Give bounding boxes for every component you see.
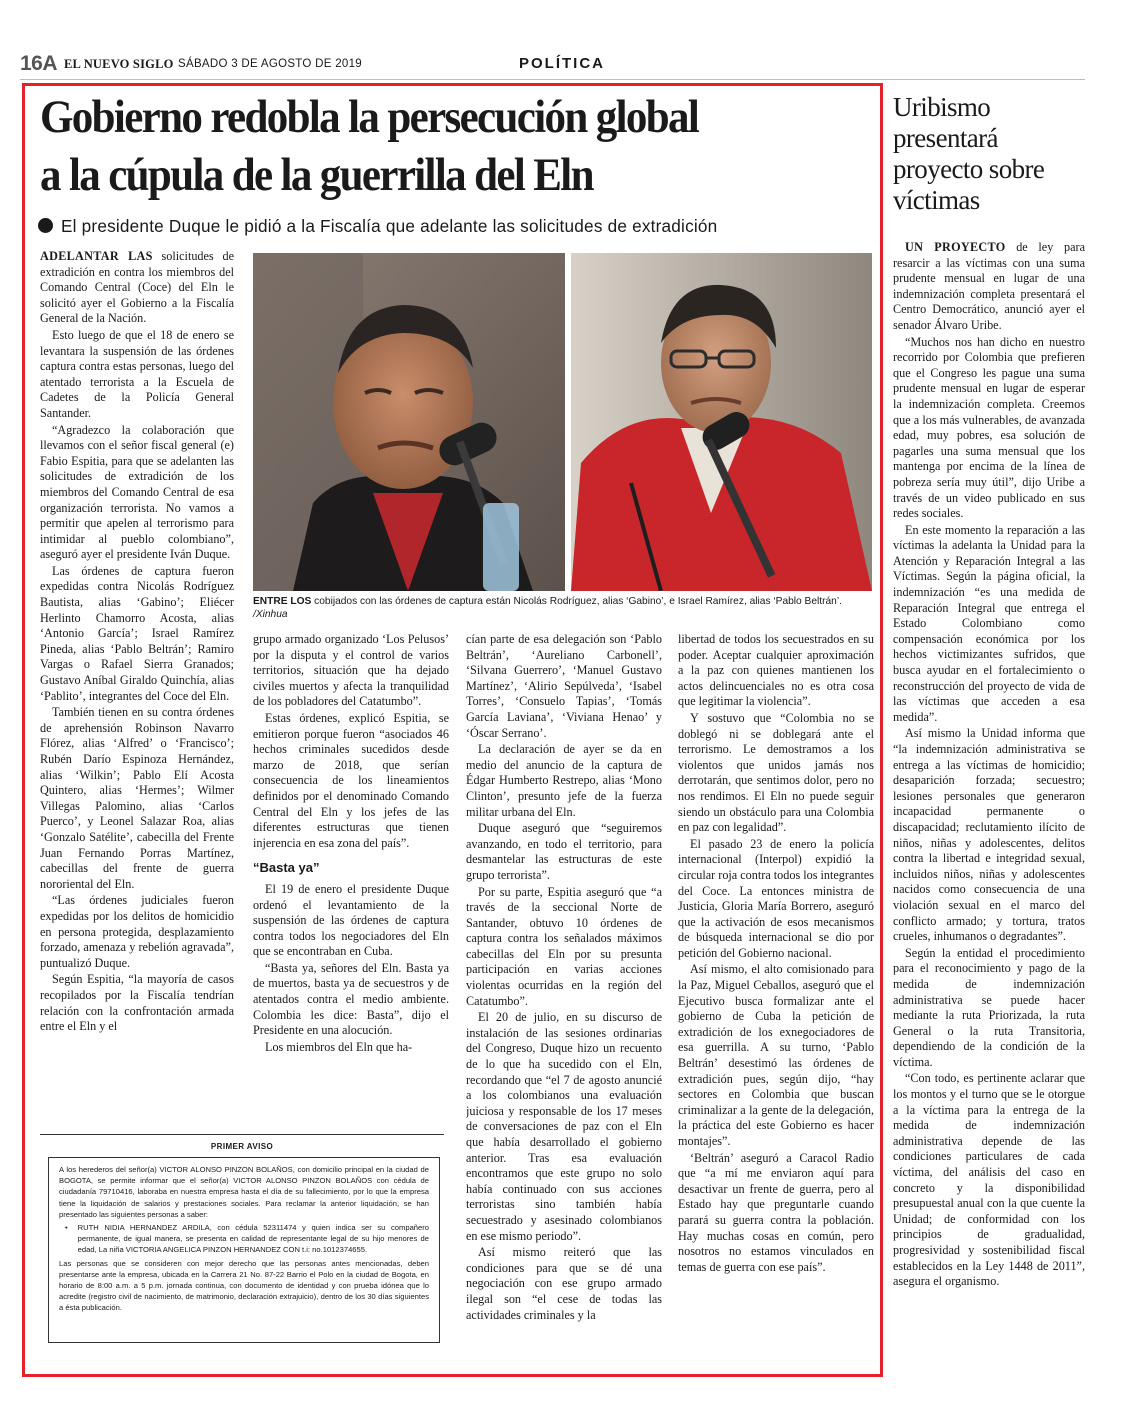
article-paragraph: “Con todo, es pertinente aclarar que los montos y el turno que se le otorgue a la víctima para la entrega de la medida de indemnización administrativa depende de las condiciones particulares de cada víctima, del análisis del caso en concreto y la disponibilidad presupuestal anual con la que cuente la Unidad; de conformidad con los principios de gradualidad, progresividad y sostenibilidad fiscal establecidos en la Ley 1448 de 2011”, asegura el organismo. bbox=[893, 1071, 1085, 1289]
notice-closing: Las personas que se consideren con mejor derecho que las personas antes mencionadas, deben presentarse ante la empresa, ubicada en la Carrera 21 No. 87-22 Barrio el Polo en la ciudad de Bogota, en horario de 8:00 a.m. a 5 p.m. jornada continua, con documento de identidad y con prueba idónea que lo acredite (registro civil de nacimiento, de matrimonio, declaración extrajuicio), dentro de los 30 días siguientes a ésta publicación. bbox=[59, 1258, 429, 1313]
section-name: POLÍTICA bbox=[519, 55, 605, 72]
bullet-icon: • bbox=[65, 1223, 68, 1233]
article-paragraph: Las órdenes de captura fueron expedidas contra Nicolás Rodríguez Bautista, alias ‘Gabino’; Eliécer Herlinto Chamorro Acosta, alias ‘Antonio García’; Israel Ramírez Pineda, alias ‘Pablo Beltrán’; Ramiro Vargas o Rafael Sierra Granados; Gustavo Aníbal Giraldo Quinchía, alias ‘Pablito’, integrantes del Coce del Eln. bbox=[40, 563, 234, 703]
article-paragraph: Según Espitia, “la mayoría de casos recopilados por la Fiscalía tendrían relación con la confrontación armada entre el Eln y el bbox=[40, 972, 234, 1034]
article-paragraph: Por su parte, Espitia aseguró que “a través de la seccional Norte de Santander, obtuvo 10 órdenes de captura contra los señalados máximos cabecillas del Eln por su presunta participación en varias acciones violentas ocurridas en la región del Catatumbo”. bbox=[466, 884, 662, 1008]
bullet-icon bbox=[38, 218, 53, 233]
subsection-heading: “Basta ya” bbox=[253, 860, 320, 876]
photo-pablo-beltran bbox=[571, 253, 872, 591]
legal-notice bbox=[40, 1134, 444, 1348]
article-column-1 bbox=[40, 249, 234, 1129]
article-paragraph: La declaración de ayer se da en medio del anuncio de la captura de Édgar Humberto Restrepo, alias ‘Mono Clinton’, presunto jefe de la fuerza militar urbana del Eln. bbox=[466, 742, 662, 819]
article-paragraph: Así mismo, el alto comisionado para la Paz, Miguel Ceballos, aseguró que el Ejecutivo busca formalizar ante el gobierno de Cuba la petición de extradición de los exnegociadores de esa guerrilla. A su turno, ‘Pablo Beltrán’ desestimó las órdenes de extradición pues, según dijo, “hay sectores en Colombia que buscan criminalizar a la gente de la delegación, la práctica del este Gobierno es hacer montajes”. bbox=[678, 962, 874, 1148]
article-paragraph: Así mismo la Unidad informa que “la indemnización administrativa se entrega a las víctimas de homicidio; desaparición forzada; secuestro; lesiones personales que generaron incapacidad permanente o discapacidad; reclutamiento ilícito de niños, niñas y adolescentes, delitos contra la libertad e integridad sexual, incluidos niños, niñas y adolescentes nacidos como consecuencia de una violación sexual en el marco del conflicto armado; y tortura, tratos crueles, inhumanos o degradantes”. bbox=[893, 726, 1085, 944]
photo-gabino-image bbox=[253, 253, 565, 591]
caption-text: cobijados con las órdenes de captura están Nicolás Rodríguez, alias ‘Gabino’, e Israel Ramírez, alias ‘Pablo Beltrán’. bbox=[311, 596, 842, 607]
sidebar-column bbox=[893, 240, 1085, 1380]
article-paragraph: También tienen en su contra órdenes de aprehensión Robinson Navarro Flórez, alias ‘Alfred’ o ‘Francisco’; Rubén Darío Espinoza Hernández, alias ‘Wilkin’; Pablo Elí Acosta Quintero, alias ‘Hermes’; Wilmer Villegas Palomino, alias ‘Carlos Puerco’, y Leonel Salazar Roa, alias ‘Gonzalo Satélite’, cabecilla del Frente Juan Fernando Porras Martínez, cabecillas del frente de guerra nororiental del Eln. bbox=[40, 705, 234, 891]
headline-line-2: a la cúpula de la guerrilla del Eln bbox=[40, 149, 593, 201]
article-paragraph: Esto luego de que el 18 de enero se levantara la suspensión de las órdenes captura contra estas personas, luego del atentado terrorista a la Escuela de Cadetes de la Policía General Santander. bbox=[40, 327, 234, 420]
article-paragraph: El 20 de julio, en su discurso de instalación de las sesiones ordinarias del Congreso, Duque hizo un recuento de lo que ha sucedido con el Eln, recordando que “el 7 de agosto anuncié a los colombianos una evaluación juiciosa y responsable de los 17 meses de conversaciones de paz con el Eln que había desarrollado el gobierno anterior. Tras esa evaluación encontramos que este grupo no solo había continuado con sus acciones terroristas sino también había secuestrado y asesinado colombianos en ese mismo periodo”. bbox=[466, 1010, 662, 1243]
notice-title: PRIMER AVISO bbox=[210, 1142, 274, 1151]
article-paragraph: “Agradezco la colaboración que llevamos con el señor fiscal general (e) Fabio Espitia, para que se adelanten las solicitudes de extradición de los miembros del Comando Central de esa organización terrorista. No vamos a permitir que apelen al terrorismo para intimidar al pueblo colombiano”, aseguró ayer el presidente Iván Duque. bbox=[40, 422, 234, 562]
photo-pablo-beltran-image bbox=[571, 253, 872, 591]
caption-lead: ENTRE LOS bbox=[253, 596, 312, 607]
headline-line-1: Gobierno redobla la persecución global bbox=[40, 91, 699, 143]
article-paragraph: ‘Beltrán’ aseguró a Caracol Radio que “a mí me enviaron aquí para desactivar un frente de guerra, pero al Estado hay que preguntarle cuando parará su guerra contra la población. Hay muchas cosas en común, pero nosotros no estamos vinculados en temas de guerra con ese país”. bbox=[678, 1150, 874, 1274]
page-number: 16A bbox=[20, 52, 58, 75]
masthead bbox=[20, 50, 1085, 80]
subheadline-text: El presidente Duque le pidió a la Fiscalía que adelante las solicitudes de extradición bbox=[61, 216, 718, 236]
notice-claimant: RUTH NIDIA HERNANDEZ ARDILA, con cédula 52311474 y quien indica ser su compañero permanente, de igual manera, se presenta en calidad de representante legal de su hijo menores de edad, La niña VICTORIA ANGELICA PINZON HERNANDEZ CON t.i: no.1012374655. bbox=[77, 1223, 429, 1255]
sidebar-lead-in: UN PROYECTO bbox=[905, 240, 1006, 254]
notice-body bbox=[48, 1157, 440, 1343]
article-paragraph: Los miembros del Eln que ha- bbox=[265, 1039, 413, 1054]
main-headline bbox=[40, 88, 809, 204]
article-column-2 bbox=[253, 632, 449, 1122]
article-column-3 bbox=[466, 632, 662, 1372]
photo-caption bbox=[253, 596, 873, 621]
publication-date: SÁBADO 3 DE AGOSTO DE 2019 bbox=[178, 58, 362, 70]
article-paragraph: grupo armado organizado ‘Los Pelusos’ por la disputa y el control de varios territorios, situación que ha dejado civiles muertos y afecta la tranquilidad de los pobladores del Catatumbo”. bbox=[253, 632, 449, 709]
article-paragraph: Y sostuvo que “Colombia no se doblegó ni se doblegará ante el terrorismo. Le demostramos a los violentos que unidos jamás nos derrotarán, que sentimos dolor, pero no nos rendimos. El Eln no puede seguir siendo un obstáculo para una Colombia en paz con legalidad”. bbox=[678, 710, 874, 835]
article-paragraph: “Basta ya, señores del Eln. Basta ya de muertos, basta ya de secuestros y de atentados contra el medio ambiente. Colombia les dice: Basta”, dijo el Presidente en una alocución. bbox=[253, 960, 449, 1038]
article-paragraph: El 19 de enero el presidente Duque ordenó el levantamiento de la suspensión de las órdenes de captura contra todos los negociadores del Eln que se encontraban en Cuba. bbox=[253, 881, 449, 959]
article-paragraph: libertad de todos los secuestrados en su poder. Aceptar cualquier aproximación a la paz con quienes mantienen los actos delincuenciales no es otra cosa que legitimar la violencia”. bbox=[678, 632, 874, 709]
article-paragraph: cían parte de esa delegación son ‘Pablo Beltrán’, ‘Aureliano Carbonell’, ‘Silvana Guerrero’, ‘Manuel Gustavo Martínez’, ‘Alirio Sepúlveda’, ‘Isabel Torres’, ‘Consuelo Tapias’, ‘Tomás García Laviana’, ‘Viviana Henao’ y ‘Óscar Serrano’. bbox=[466, 632, 662, 740]
article-column-4 bbox=[678, 632, 874, 1372]
notice-claimant-item bbox=[65, 1222, 429, 1256]
photo-strip bbox=[253, 253, 872, 591]
notice-intro: A los herederos del señor(a) VICTOR ALONSO PINZON BOLAÑOS, con domicilio principal en la ciudad de BOGOTA, se permite informar que el señor(a) VICTOR ALONSO PINZON BOLAÑOS con cédula de ciudadanía 79710416, laboraba en nuestra empresa hasta el día de su fallecimiento, por lo que la empresa tiene la liquidación de salarios y prestaciones sociales. Para reclamar la anterior liquidación, se han presentado las siguientes personas a saber: bbox=[59, 1165, 429, 1219]
article-paragraph: Según la entidad el procedimiento para el reconocimiento y pago de la medida de indemnización administrativa se puede hacer mediante la ruta Priorizada, la ruta General o la ruta Transitoria, dependiendo de la condición de la víctima. bbox=[893, 945, 1085, 1069]
article-paragraph: Así mismo reiteró que las condiciones para que se dé una negociación con ese grupo armado ilegal son “el cese de todas las actividades criminales y la bbox=[466, 1245, 662, 1322]
photo-gabino bbox=[253, 253, 565, 591]
article-paragraph: Duque aseguró que “seguiremos avanzando, en todo el territorio, para desmantelar las estructuras de este grupo terrorista”. bbox=[466, 821, 662, 882]
article-paragraph: Estas órdenes, explicó Espitia, se emitieron porque fueron “asociados 46 hechos criminales sucedidos desde marzo de 2018, que serían consecuencia de los lineamientos definidos por el denominado Comando Central del Eln y los jefes de las diferentes estructuras que tienen injerencia en esa zona del país”. bbox=[253, 710, 449, 850]
article-paragraph: “Muchos nos han dicho en nuestro recorrido por Colombia que prefieren que el Congreso les pague una suma prudente mensual en lugar de esperar la indemnización completa. Creemos que a los más vulnerables, de avanzada edad, muy pobres, esa solución de pagarles una suma mensual que los mantenga por encima de la línea de pobreza sería muy útil”, dijo Uribe a través de un video publicado en sus redes sociales. bbox=[893, 334, 1085, 521]
article-paragraph: UN PROYECTO de ley para resarcir a las víctimas con una suma prudente mensual en lugar de una indemnización completa presentará el Centro Democrático, anunció ayer el senador Álvaro Uribe. bbox=[893, 240, 1085, 332]
caption-credit: /Xinhua bbox=[253, 608, 288, 620]
newspaper-name: EL NUEVO SIGLO bbox=[64, 57, 174, 71]
article-paragraph: “Las órdenes judiciales fueron expedidas por los delitos de homicidio en persona protegida, desplazamiento forzado, amenaza y rebelión agravada”, puntualizó Duque. bbox=[40, 893, 234, 970]
subheadline bbox=[38, 216, 878, 237]
lead-in: ADELANTAR LAS bbox=[40, 249, 153, 263]
article-paragraph: ADELANTAR LAS solicitudes de extradición en contra los miembros del Comando Central (Coce) del Eln le solicitó ayer el Gobierno a la Fiscalía General de la Nación. bbox=[40, 249, 234, 326]
sidebar-headline: Uribismo presentará proyecto sobre víctimas bbox=[893, 92, 1045, 215]
article-paragraph: El pasado 23 de enero la policía internacional (Interpol) expidió la circular roja contra todos los integrantes del Coce. La entonces ministra de Justicia, Gloria María Borrero, aseguró que la activación de esos mecanismos de búsqueda internacional se dio por petición del Gobierno nacional. bbox=[678, 836, 874, 960]
article-paragraph: En este momento la reparación a las víctimas la adelanta la Unidad para la Atención y Reparación Integral a las Víctimas. Según la página oficial, la indemnización “es una medida de Reparación Integral que entrega el Estado Colombiano como compensación económica por los hechos victimizantes sufridos, que busca ayudar en el fortalecimiento o reconstrucción del proyecto de vida de las víctimas que acceden a esa medida”. bbox=[893, 522, 1085, 724]
